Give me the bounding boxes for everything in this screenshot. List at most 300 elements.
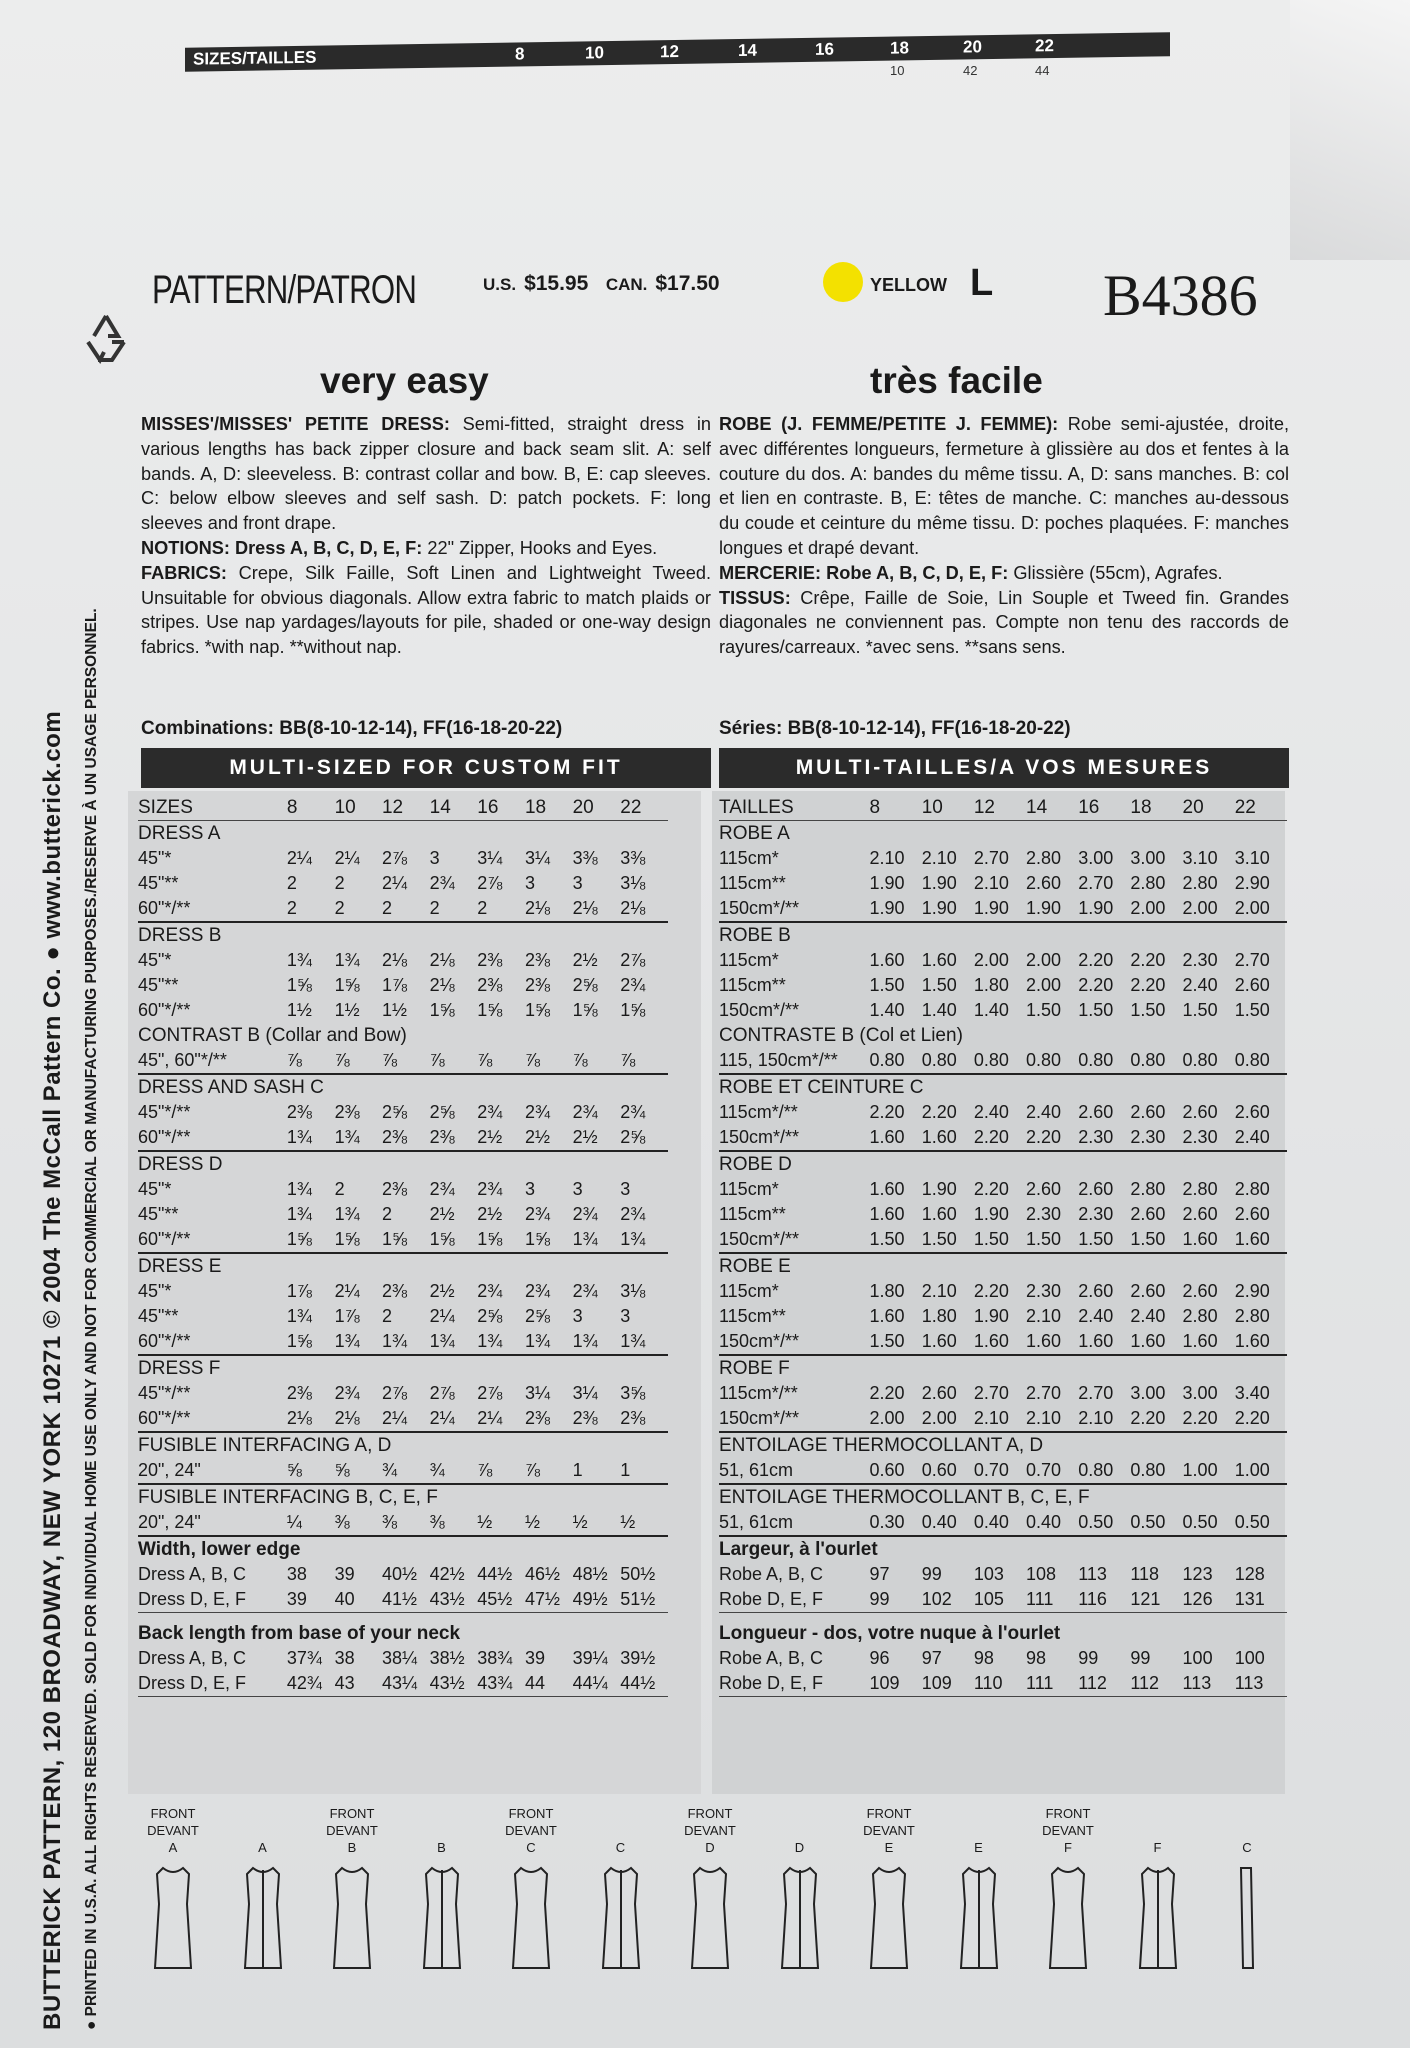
yardage-cell: 3.00 bbox=[1182, 1383, 1218, 1403]
yardage-cell: 0.80 bbox=[1078, 1458, 1130, 1484]
measurement-cell: 100 bbox=[1182, 1648, 1213, 1668]
yardage-cell: 2⅛ bbox=[525, 896, 573, 922]
sketch-devant-label: DEVANT bbox=[863, 1823, 915, 1838]
section-label: ROBE F bbox=[719, 1357, 790, 1379]
yardage-cell: 2⅞ bbox=[381, 1383, 407, 1403]
table-row bbox=[719, 1329, 1287, 1355]
yardage-cell: 0.50 bbox=[1078, 1510, 1130, 1536]
yardage-cell: 3 bbox=[429, 848, 440, 868]
yardage-cell: 2⅝ bbox=[477, 1306, 503, 1326]
size-column-header: 16 bbox=[477, 795, 525, 821]
yardage-cell: 1⅝ bbox=[335, 1227, 382, 1253]
sketch-front-label: FRONT bbox=[1045, 1806, 1091, 1821]
yardage-cell: 1.60 bbox=[1183, 1227, 1235, 1253]
yardage-cell: ⅞ bbox=[620, 1048, 668, 1074]
yardage-cell: 2.10 bbox=[1026, 1306, 1062, 1326]
fabric-width-label: 51, 61cm bbox=[719, 1510, 870, 1536]
yardage-cell: 2.20 bbox=[1078, 950, 1114, 970]
size-letter: L bbox=[970, 262, 994, 304]
yardage-cell: 2.60 bbox=[1026, 873, 1062, 893]
yardage-cell: 0.60 bbox=[922, 1458, 974, 1484]
table-row bbox=[719, 973, 1287, 998]
us-price: $15.95 bbox=[524, 272, 589, 295]
view-label: Robe D, E, F bbox=[719, 1671, 870, 1697]
size-strip-size: 12 bbox=[660, 41, 679, 62]
desc-lead: MISSES'/MISSES' PETITE DRESS: bbox=[141, 414, 450, 434]
yardage-cell: 1⅝ bbox=[430, 1227, 478, 1253]
yardage-cell: 2.20 bbox=[1026, 1125, 1078, 1151]
fabric-width-label: 115cm** bbox=[719, 873, 786, 893]
yardage-cell: 1⅝ bbox=[572, 1000, 598, 1020]
section-label: ROBE E bbox=[719, 1255, 791, 1277]
table-section-row bbox=[138, 1484, 668, 1510]
table-section-row bbox=[138, 1023, 668, 1048]
yardage-cell: 2.60 bbox=[1182, 1204, 1218, 1224]
measurement-cell: 98 bbox=[1026, 1648, 1047, 1668]
yardage-cell: ⅞ bbox=[287, 1048, 335, 1074]
section-label: DRESS A bbox=[138, 822, 221, 844]
yardage-cell: 1.90 bbox=[973, 1204, 1009, 1224]
yardage-cell: 1.90 bbox=[1078, 896, 1130, 922]
measurement-cell: 105 bbox=[974, 1587, 1026, 1613]
yardage-cell: 1.60 bbox=[1235, 1329, 1287, 1355]
table-row bbox=[138, 998, 668, 1023]
yardage-cell: 2¼ bbox=[334, 848, 360, 868]
measurement-cell: 123 bbox=[1182, 1564, 1213, 1584]
yardage-cell: 3.00 bbox=[1130, 848, 1166, 868]
fabric-width-label: 60"*/** bbox=[138, 1227, 287, 1253]
section-label: DRESS AND SASH C bbox=[138, 1076, 324, 1098]
section-label: DRESS B bbox=[138, 924, 222, 946]
dress-sketch-icon bbox=[949, 1864, 1009, 1974]
series: Séries: BB(8-10-12-14), FF(16-18-20-22) bbox=[719, 718, 1071, 739]
yardage-cell: 2⅜ bbox=[573, 1406, 621, 1432]
table-row bbox=[138, 1510, 668, 1536]
yardage-cell: ⅝ bbox=[287, 1458, 335, 1484]
yardage-cell: 1 bbox=[620, 1458, 668, 1484]
english-banner: MULTI-SIZED FOR CUSTOM FIT bbox=[141, 748, 711, 788]
yardage-cell: 1.60 bbox=[922, 1329, 974, 1355]
yardage-cell: 1.50 bbox=[974, 1227, 1026, 1253]
yardage-cell: 3⅜ bbox=[572, 848, 598, 868]
size-column-header: 22 bbox=[1235, 795, 1287, 821]
yardage-cell: 2.00 bbox=[1183, 896, 1235, 922]
yardage-cell: 3¼ bbox=[524, 1383, 550, 1403]
size-strip-size: 8 bbox=[515, 44, 525, 64]
yardage-cell: 2¾ bbox=[477, 1102, 503, 1122]
fabric-width-label: 115cm*/** bbox=[719, 1383, 798, 1403]
yardage-cell: 3⅛ bbox=[620, 873, 646, 893]
yardage-cell: 2.00 bbox=[1026, 950, 1062, 970]
yardage-cell: 2.00 bbox=[1130, 896, 1182, 922]
yardage-cell: 1⅞ bbox=[381, 975, 407, 995]
table-row bbox=[138, 1406, 668, 1432]
sketch-view-letter: D bbox=[705, 1840, 715, 1855]
measurement-cell: 97 bbox=[869, 1564, 890, 1584]
yardage-cell: 1.60 bbox=[869, 950, 905, 970]
fabric-width-label: 45"*/** bbox=[138, 1102, 191, 1122]
yardage-cell: 2⅜ bbox=[286, 1102, 312, 1122]
dress-sketch-icon bbox=[143, 1864, 203, 1974]
yardage-cell: ½ bbox=[477, 1510, 525, 1536]
yardage-cell: 2⅝ bbox=[524, 1306, 550, 1326]
yardage-cell: 0.80 bbox=[922, 1048, 974, 1074]
sketch-view-letter: A bbox=[168, 1840, 178, 1855]
sketch-view-letter: C bbox=[615, 1840, 626, 1855]
yardage-cell: 2⅝ bbox=[429, 1102, 455, 1122]
yardage-cell: 2.10 bbox=[1026, 1406, 1078, 1432]
yardage-cell: 2.10 bbox=[921, 1281, 957, 1301]
table-row bbox=[719, 998, 1287, 1023]
dress-sketch-icon bbox=[412, 1864, 472, 1974]
yardage-cell: 2 bbox=[477, 896, 525, 922]
yardage-cell: 2.30 bbox=[1078, 1125, 1130, 1151]
yardage-cell: 1.90 bbox=[921, 1179, 957, 1199]
table-section-row bbox=[719, 1023, 1287, 1048]
english-description bbox=[141, 412, 711, 660]
measurement-title: Largeur, à l'ourlet bbox=[719, 1538, 878, 1560]
size-column-header: 14 bbox=[1026, 795, 1078, 821]
yardage-cell: 1.50 bbox=[1078, 1000, 1114, 1020]
yardage-cell: 1.00 bbox=[1235, 1458, 1287, 1484]
yardage-cell: 1.60 bbox=[1235, 1227, 1287, 1253]
yardage-cell: 2.60 bbox=[1078, 1281, 1114, 1301]
measurement-cell: 39 bbox=[524, 1648, 545, 1668]
table-row bbox=[719, 896, 1287, 922]
yardage-cell: 0.50 bbox=[1183, 1510, 1235, 1536]
yardage-cell: 0.80 bbox=[1183, 1048, 1235, 1074]
yardage-cell: 2.20 bbox=[1130, 975, 1166, 995]
yardage-cell: 1.60 bbox=[869, 1179, 905, 1199]
size-strip-partial: 10 bbox=[890, 63, 905, 78]
section-label: DRESS E bbox=[138, 1255, 222, 1277]
measurement-cell: 128 bbox=[1234, 1564, 1265, 1584]
measurement-cell: 110 bbox=[974, 1671, 1026, 1697]
yardage-cell: 2.10 bbox=[973, 873, 1009, 893]
yardage-cell: 2⅜ bbox=[525, 1406, 573, 1432]
yardage-cell: 1.50 bbox=[922, 1227, 974, 1253]
fabric-width-label: 115, 150cm*/** bbox=[719, 1048, 870, 1074]
yardage-cell: 1.50 bbox=[870, 1227, 922, 1253]
sketch-view-letter: B bbox=[347, 1840, 357, 1855]
fabric-width-label: 45"* bbox=[138, 848, 172, 868]
table-section-row bbox=[719, 1151, 1287, 1177]
yardage-cell: 1¾ bbox=[334, 1204, 360, 1224]
dress-sketch-icon bbox=[680, 1864, 740, 1974]
fabric-width-label: 45"** bbox=[138, 873, 179, 893]
yardage-cell: 2⅝ bbox=[620, 1125, 668, 1151]
section-label: ROBE B bbox=[719, 924, 791, 946]
sketch-view-letter: F bbox=[1153, 1840, 1162, 1855]
yardage-cell: 3 bbox=[620, 1306, 631, 1326]
measurement-title: Longueur - dos, votre nuque à l'ourlet bbox=[719, 1622, 1061, 1644]
yardage-cell: 2.10 bbox=[974, 1406, 1026, 1432]
yardage-cell: 2.00 bbox=[1026, 975, 1062, 995]
yardage-cell: 1¾ bbox=[620, 1227, 668, 1253]
can-price-label: CAN. bbox=[605, 275, 648, 294]
yardage-cell: 0.70 bbox=[1026, 1458, 1078, 1484]
rights-notice: ● PRINTED IN U.S.A. ALL RIGHTS RESERVED. SOLD FOR INDIVIDUAL HOME USE ONLY AND NOT FOR COMMERCIAL OR MANUFACTURING PURPOSES./RESERVE À UN USAGE PERSONNEL. bbox=[83, 608, 100, 2030]
size-column-header: 10 bbox=[922, 795, 974, 821]
dress-sketch-icon bbox=[1128, 1864, 1188, 1974]
sketch-view-letter: E bbox=[884, 1840, 894, 1855]
table-section-row bbox=[138, 1151, 668, 1177]
color-label: YELLOW bbox=[870, 275, 947, 295]
english-yardage-table bbox=[138, 795, 668, 1697]
yardage-cell: 2⅞ bbox=[381, 848, 407, 868]
yardage-cell: 2⅛ bbox=[573, 896, 621, 922]
sketch-view-letter: E bbox=[974, 1840, 983, 1855]
yardage-cell: 3 bbox=[524, 1179, 535, 1199]
size-strip-size: 14 bbox=[738, 40, 757, 61]
yardage-cell: 3.40 bbox=[1234, 1383, 1270, 1403]
notions-lead: NOTIONS: Dress A, B, C, D, E, F: bbox=[141, 537, 423, 558]
yardage-cell: 1⅝ bbox=[524, 1000, 550, 1020]
notions-lead: MERCERIE: Robe A, B, C, D, E, F: bbox=[719, 562, 1009, 583]
fabric-width-label: 150cm*/** bbox=[719, 896, 870, 922]
french-banner: MULTI-TAILLES/A VOS MESURES bbox=[719, 748, 1289, 788]
yardage-cell: 2⅜ bbox=[477, 975, 503, 995]
table-section-row bbox=[138, 1253, 668, 1279]
sizes-header: TAILLES bbox=[719, 795, 870, 821]
sketch-front-label: FRONT bbox=[150, 1806, 196, 1821]
yardage-cell: 3.00 bbox=[1130, 1383, 1166, 1403]
yardage-cell: 2⅝ bbox=[572, 975, 598, 995]
table-row bbox=[719, 846, 1287, 871]
table-row bbox=[138, 1671, 668, 1697]
french-title: très facile bbox=[870, 360, 1043, 401]
yardage-cell: 2¼ bbox=[381, 873, 407, 893]
yardage-cell: 2.20 bbox=[974, 1125, 1026, 1151]
yardage-cell: 1.60 bbox=[1078, 1329, 1130, 1355]
yardage-cell: 3 bbox=[620, 1179, 631, 1199]
yardage-cell: ¾ bbox=[382, 1458, 430, 1484]
table-header-row bbox=[138, 795, 668, 821]
table-row bbox=[719, 1100, 1287, 1125]
yardage-cell: 1.60 bbox=[1026, 1329, 1078, 1355]
yardage-cell: 2¼ bbox=[430, 1406, 478, 1432]
table-row bbox=[719, 1646, 1287, 1671]
fabric-width-label: 150cm*/** bbox=[719, 1406, 870, 1432]
measurement-cell: 42¾ bbox=[287, 1671, 335, 1697]
yardage-cell: ⅜ bbox=[335, 1510, 382, 1536]
yardage-cell: ½ bbox=[525, 1510, 573, 1536]
measurement-cell: 131 bbox=[1235, 1587, 1287, 1613]
sizes-header: SIZES bbox=[138, 795, 287, 821]
yardage-cell: 1¾ bbox=[477, 1329, 525, 1355]
section-label: DRESS D bbox=[138, 1153, 223, 1175]
yardage-cell: 2⅞ bbox=[620, 950, 646, 970]
yardage-cell: 1¾ bbox=[335, 1125, 382, 1151]
yardage-cell: 2.30 bbox=[1078, 1204, 1114, 1224]
section-label: CONTRAST B (Collar and Bow) bbox=[138, 1024, 407, 1046]
size-column-header: 22 bbox=[620, 795, 668, 821]
measurement-cell: 113 bbox=[1183, 1671, 1235, 1697]
yardage-cell: 2.10 bbox=[921, 848, 957, 868]
yardage-cell: 1.90 bbox=[922, 896, 974, 922]
yardage-cell: 2.20 bbox=[1130, 950, 1166, 970]
yardage-cell: 3¼ bbox=[477, 848, 503, 868]
view-label: Dress A, B, C bbox=[138, 1648, 247, 1668]
section-label: CONTRASTE B (Col et Lien) bbox=[719, 1024, 963, 1046]
yardage-cell: 2¾ bbox=[477, 1179, 503, 1199]
pattern-label: PATTERN/PATRON bbox=[152, 268, 417, 312]
section-label: ENTOILAGE THERMOCOLLANT A, D bbox=[719, 1434, 1044, 1456]
sketch-view-letter: C bbox=[526, 1840, 536, 1855]
yardage-cell: 2½ bbox=[477, 1204, 503, 1224]
yardage-cell: 2.60 bbox=[921, 1383, 957, 1403]
yardage-cell: 2½ bbox=[573, 1125, 621, 1151]
yardage-cell: 2⅝ bbox=[381, 1102, 407, 1122]
yardage-cell: 1.60 bbox=[921, 950, 957, 970]
yardage-cell: 2.40 bbox=[1130, 1306, 1166, 1326]
combinations: Combinations: BB(8-10-12-14), FF(16-18-20-22) bbox=[141, 718, 563, 739]
yardage-cell: 2.90 bbox=[1234, 1281, 1270, 1301]
yardage-cell: 2.60 bbox=[1234, 1102, 1270, 1122]
yardage-cell: 2.60 bbox=[1182, 1281, 1218, 1301]
yardage-cell: 2 bbox=[335, 896, 382, 922]
dress-sketch-icon bbox=[1217, 1864, 1277, 1974]
spacer-row bbox=[719, 1613, 1287, 1622]
yardage-cell: 3 bbox=[572, 1306, 583, 1326]
yardage-cell: 0.80 bbox=[870, 1048, 922, 1074]
yardage-cell: 2⅜ bbox=[381, 1179, 407, 1199]
table-row bbox=[719, 1304, 1287, 1329]
yardage-cell: 2.30 bbox=[1026, 1204, 1062, 1224]
size-column-header: 8 bbox=[870, 795, 922, 821]
section-label: DRESS F bbox=[138, 1357, 221, 1379]
measurement-cell: 108 bbox=[1026, 1564, 1057, 1584]
yardage-cell: 2.80 bbox=[1182, 1306, 1218, 1326]
yardage-cell: 0.70 bbox=[974, 1458, 1026, 1484]
sketch-view-letter: C bbox=[1242, 1840, 1252, 1855]
size-column-header: 20 bbox=[573, 795, 621, 821]
spacer-row bbox=[138, 1613, 668, 1622]
yardage-cell: 1.50 bbox=[869, 975, 905, 995]
yardage-cell: 1¾ bbox=[573, 1329, 621, 1355]
size-strip-partial: 42 bbox=[963, 63, 978, 78]
yardage-cell: 2.30 bbox=[1183, 1125, 1235, 1151]
yardage-cell: ⅜ bbox=[382, 1510, 430, 1536]
fabric-width-label: 45"** bbox=[138, 975, 179, 995]
yardage-cell: 2.20 bbox=[921, 1102, 957, 1122]
measurement-cell: 111 bbox=[1026, 1587, 1078, 1613]
yardage-cell: 2.70 bbox=[1078, 1383, 1114, 1403]
section-label: ROBE ET CEINTURE C bbox=[719, 1076, 924, 1098]
yardage-cell: 3 bbox=[572, 1179, 583, 1199]
yardage-cell: ¾ bbox=[430, 1458, 478, 1484]
table-row bbox=[719, 1671, 1287, 1697]
yardage-cell: 1.50 bbox=[1026, 1000, 1062, 1020]
sketch-view-c-sash bbox=[1182, 1805, 1312, 1974]
yardage-cell: 1.50 bbox=[1026, 1227, 1078, 1253]
section-label: FUSIBLE INTERFACING A, D bbox=[138, 1434, 392, 1456]
price-block bbox=[483, 272, 720, 332]
yardage-cell: 1.90 bbox=[973, 1306, 1009, 1326]
yardage-cell: ⅞ bbox=[477, 1048, 525, 1074]
table-row bbox=[138, 1587, 668, 1613]
yardage-cell: 1⅝ bbox=[334, 975, 360, 995]
yardage-cell: 2⅜ bbox=[286, 1383, 312, 1403]
measurement-cell: 103 bbox=[973, 1564, 1004, 1584]
yardage-cell: 1¾ bbox=[286, 1306, 312, 1326]
yardage-cell: 0.80 bbox=[1078, 1048, 1130, 1074]
yardage-cell: 2.60 bbox=[1182, 1102, 1218, 1122]
sketch-devant-label: DEVANT bbox=[147, 1823, 199, 1838]
yardage-cell: 2.20 bbox=[1078, 975, 1114, 995]
yardage-cell: 1.50 bbox=[1182, 1000, 1218, 1020]
yardage-cell: 1.40 bbox=[869, 1000, 905, 1020]
size-column-header: 10 bbox=[335, 795, 382, 821]
yardage-cell: 3⅛ bbox=[620, 1281, 646, 1301]
fabric-width-label: 115cm** bbox=[719, 1306, 786, 1326]
measurement-cell: 112 bbox=[1078, 1671, 1130, 1697]
yardage-cell: 3¼ bbox=[572, 1383, 598, 1403]
yardage-cell: ⅞ bbox=[382, 1048, 430, 1074]
yardage-cell: 1.60 bbox=[974, 1329, 1026, 1355]
yardage-cell: 1¾ bbox=[382, 1329, 430, 1355]
yardage-cell: 2¾ bbox=[477, 1281, 503, 1301]
measurement-cell: 43¾ bbox=[477, 1671, 525, 1697]
fabric-width-label: 115cm* bbox=[719, 1179, 779, 1199]
measurement-title-row bbox=[719, 1621, 1287, 1646]
table-row bbox=[719, 948, 1287, 973]
measurement-cell: 102 bbox=[922, 1587, 974, 1613]
yardage-cell: 2.80 bbox=[1182, 873, 1218, 893]
measurement-cell: 111 bbox=[1026, 1671, 1078, 1697]
measurement-cell: 97 bbox=[921, 1648, 942, 1668]
measurement-cell: 44½ bbox=[620, 1671, 668, 1697]
table-row bbox=[719, 1048, 1287, 1074]
table-row bbox=[138, 1048, 668, 1074]
yardage-cell: 2.60 bbox=[1078, 1179, 1114, 1199]
yardage-cell: 1¾ bbox=[287, 1125, 335, 1151]
desc-body: Robe semi-ajustée, droite, avec différentes longueurs, fermeture à glissière au dos et fentes à la couture du dos. A: bandes du même tissu. A, D: sans manches. B: col et lien en contraste. B, E: têtes de manche. C: manches au-dessous du coude et ceinture du même tissu. D: poches plaquées. F: manches longues et drapé devant. bbox=[719, 414, 1289, 558]
view-label: Robe A, B, C bbox=[719, 1648, 824, 1668]
desc-lead: ROBE (J. FEMME/PETITE J. FEMME): bbox=[719, 414, 1059, 434]
sketch-view-letter: B bbox=[437, 1840, 446, 1855]
yardage-cell: 2¼ bbox=[334, 1281, 360, 1301]
yardage-cell: 2 bbox=[287, 896, 335, 922]
fabric-width-label: 45"* bbox=[138, 1179, 172, 1199]
yardage-cell: ⅞ bbox=[477, 1458, 525, 1484]
yardage-cell: 2⅜ bbox=[477, 950, 503, 970]
measurement-cell: 49½ bbox=[573, 1587, 621, 1613]
view-label: Dress A, B, C bbox=[138, 1564, 247, 1584]
measurement-cell: 109 bbox=[870, 1671, 922, 1697]
fabric-width-label: 45"** bbox=[138, 1306, 179, 1326]
table-section-row bbox=[138, 821, 668, 847]
fabric-width-label: 115cm* bbox=[719, 1281, 779, 1301]
yardage-cell: 2 bbox=[430, 896, 478, 922]
yardage-cell: 2⅜ bbox=[524, 975, 550, 995]
size-column-header: 8 bbox=[287, 795, 335, 821]
yardage-cell: 1⅝ bbox=[620, 1000, 646, 1020]
table-row bbox=[138, 1562, 668, 1587]
yardage-cell: 2.60 bbox=[1078, 1102, 1114, 1122]
yardage-cell: 2¼ bbox=[286, 848, 312, 868]
yardage-cell: 1.90 bbox=[870, 896, 922, 922]
yardage-cell: 2⅞ bbox=[477, 873, 503, 893]
yardage-cell: 2.20 bbox=[869, 1102, 905, 1122]
table-row bbox=[138, 1100, 668, 1125]
yardage-cell: 1¾ bbox=[430, 1329, 478, 1355]
yardage-cell: 2.30 bbox=[1130, 1125, 1182, 1151]
table-section-row bbox=[719, 1253, 1287, 1279]
size-strip bbox=[185, 18, 1170, 78]
yardage-cell: 2.60 bbox=[1234, 975, 1270, 995]
measurement-cell: 46½ bbox=[524, 1564, 560, 1584]
